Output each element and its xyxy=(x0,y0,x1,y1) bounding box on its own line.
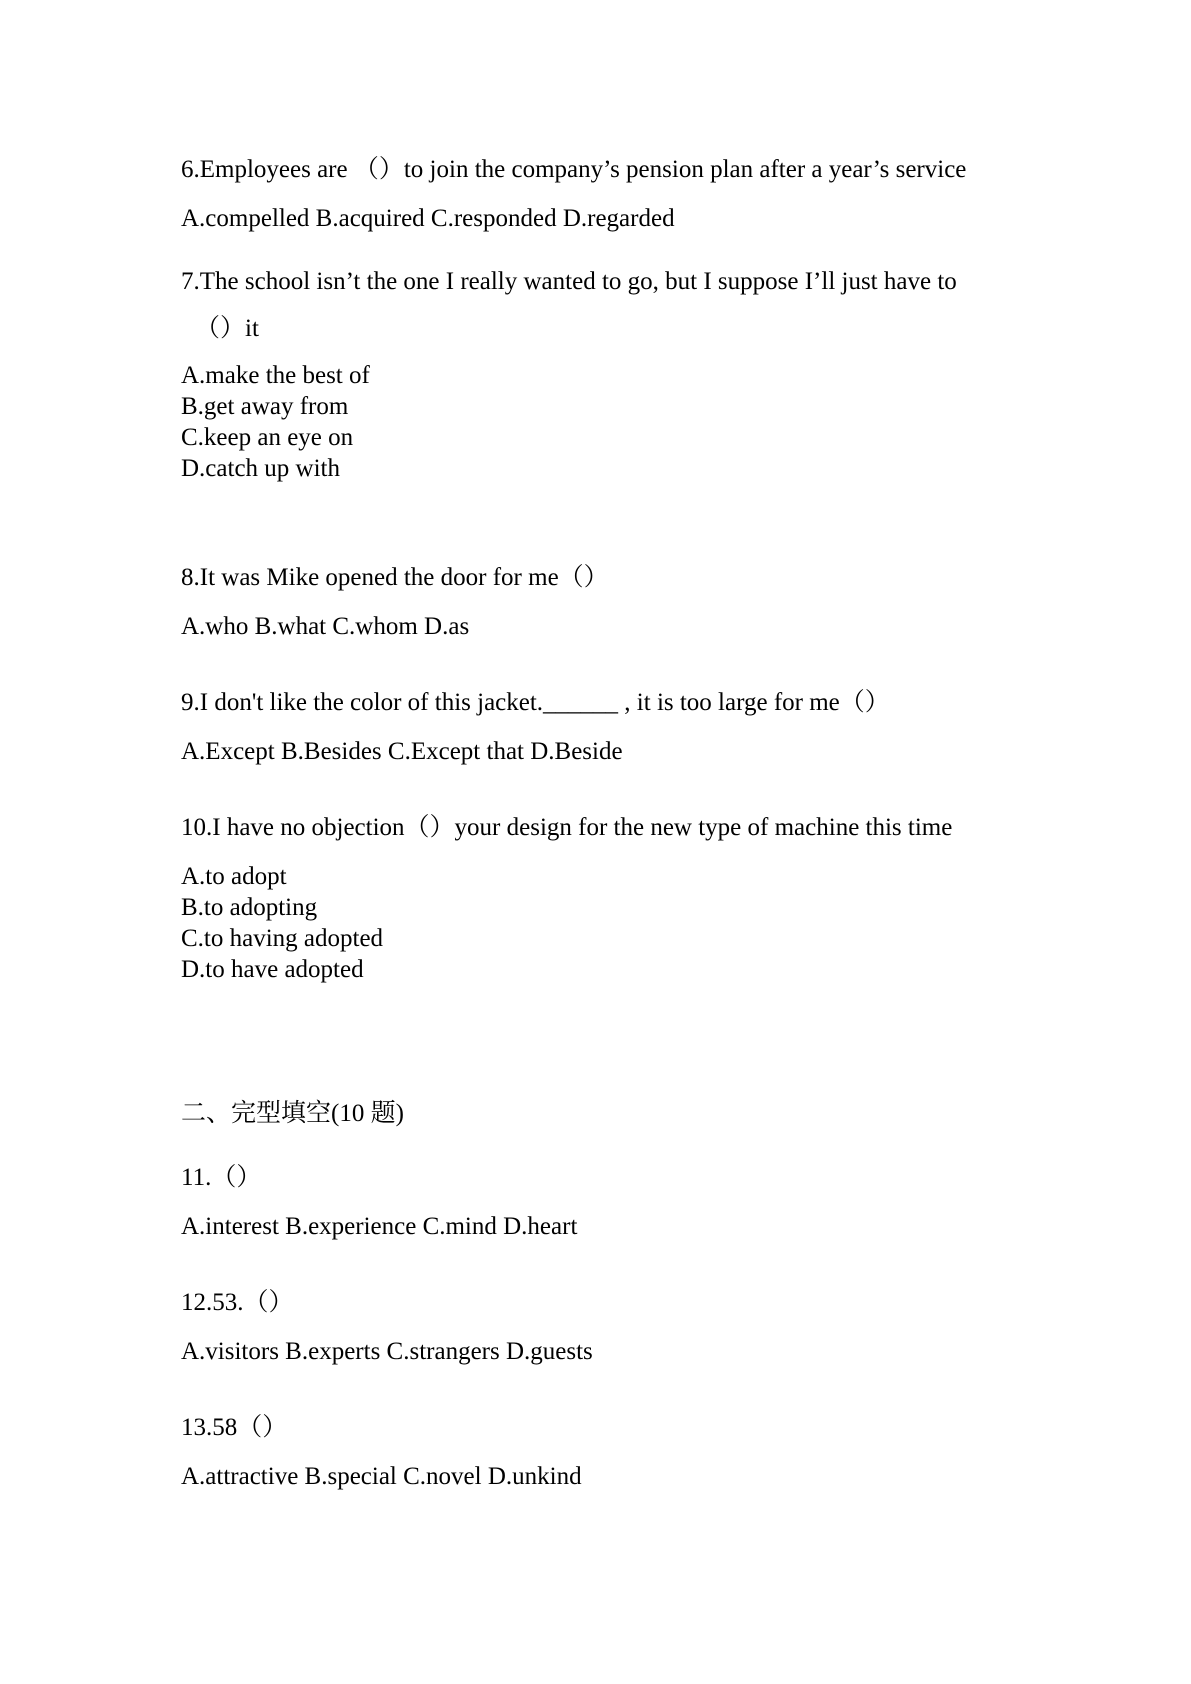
question-7-stem-line2: （）it xyxy=(195,315,259,342)
question-7-option-c: C.keep an eye on xyxy=(181,424,354,451)
question-10-option-a: A.to adopt xyxy=(181,863,287,890)
section-heading: 二、完型填空(10 题) xyxy=(181,1100,404,1127)
question-8-options: A.who B.what C.whom D.as xyxy=(181,613,470,640)
cloze-12-options: A.visitors B.experts C.strangers D.guests xyxy=(181,1338,593,1365)
question-6-stem: 6.Employees are （）to join the company’s pension plan after a year’s service xyxy=(181,156,967,183)
cloze-13-stem: 13.58（） xyxy=(181,1414,288,1441)
question-9-stem: 9.I don't like the color of this jacket.______ , it is too large for me（） xyxy=(181,689,890,716)
cloze-11-stem: 11.（） xyxy=(181,1164,262,1191)
question-6-options: A.compelled B.acquired C.responded D.regarded xyxy=(181,205,675,232)
question-10-option-b: B.to adopting xyxy=(181,894,318,921)
question-9-options: A.Except B.Besides C.Except that D.Beside xyxy=(181,738,623,765)
question-10-option-c: C.to having adopted xyxy=(181,925,384,952)
question-8-stem: 8.It was Mike opened the door for me（） xyxy=(181,564,609,591)
cloze-11-options: A.interest B.experience C.mind D.heart xyxy=(181,1213,578,1240)
question-10-option-d: D.to have adopted xyxy=(181,956,364,983)
cloze-12-stem: 12.53.（） xyxy=(181,1289,294,1316)
question-7-option-b: B.get away from xyxy=(181,393,349,420)
question-7-stem-line1: 7.The school isn’t the one I really wanted to go, but I suppose I’ll just have to xyxy=(181,268,957,295)
question-10-stem: 10.I have no objection（）your design for the new type of machine this time xyxy=(181,814,953,841)
cloze-13-options: A.attractive B.special C.novel D.unkind xyxy=(181,1463,582,1490)
question-7-option-d: D.catch up with xyxy=(181,455,340,482)
question-7-option-a: A.make the best of xyxy=(181,362,370,389)
